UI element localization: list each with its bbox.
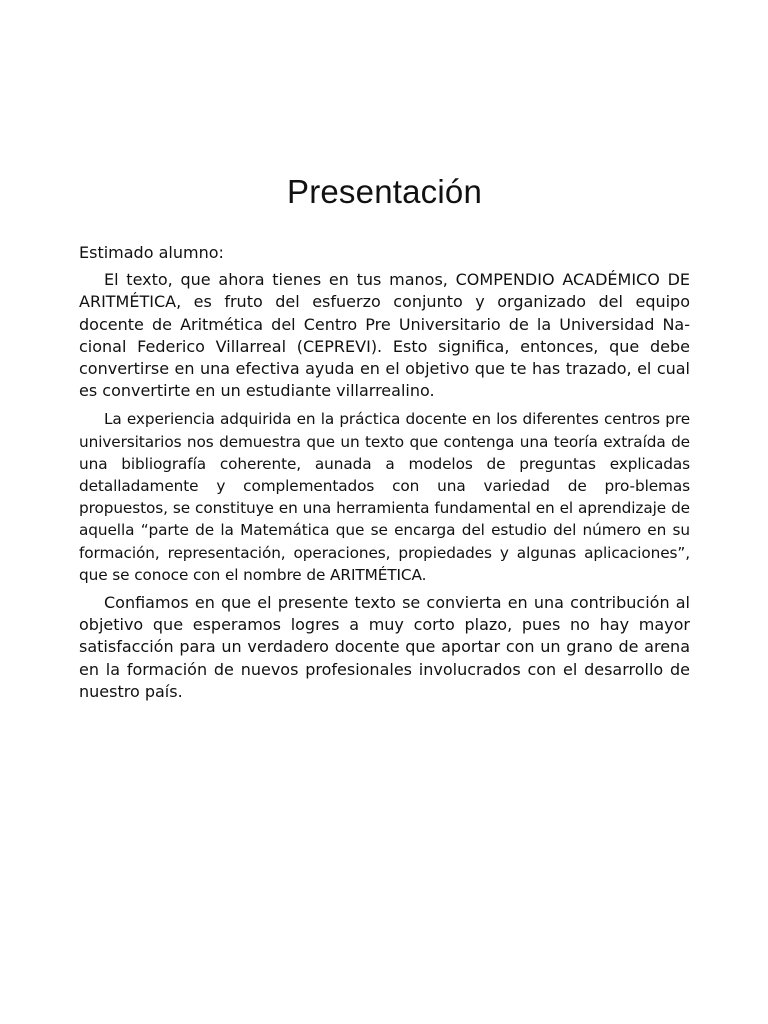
document-body (79, 242, 690, 709)
paragraph-2: La experiencia adquirida en la práctica docente en los diferentes centros pre universitarios nos demuestra que un texto que contenga una teoría extraída de una bibliografía coherente, aunada a modelos de preguntas explicadas detalladamente y complementados con una variedad de pro-blemas propuestos, se constituye en una herramienta fundamental en el aprendizaje de aquella “parte de la Matemática que se encarga del estudio del número en su formación, representación, operaciones, propiedades y algunas aplicaciones”, que se conoce con el nombre de ARITMÉTICA. (79, 410, 690, 584)
paragraph-3: Confiamos en que el presente texto se convierta en una contribución al objetivo que esperamos logres a muy corto plazo, pues no hay mayor satisfacción para un verdadero docente que aportar con un grano de arena en la formación de nuevos profesionales involucrados con el desarrollo de nuestro país. (79, 593, 690, 701)
salutation: Estimado alumno: (79, 243, 224, 262)
page-title: Presentación (286, 173, 483, 210)
paragraph-1: El texto, que ahora tienes en tus manos, COMPENDIO ACADÉMICO DE ARITMÉTICA, es fruto del esfuerzo conjunto y organizado del equipo docente de Aritmética del Centro Pre Universitario de la Universidad Na-cional Federico Villarreal (CEPREVI). Esto significa, entonces, que debe convertirse en una efectiva ayuda en el objetivo que te has trazado, el cual es convertirte en un estudiante villarrealino. (79, 270, 690, 401)
